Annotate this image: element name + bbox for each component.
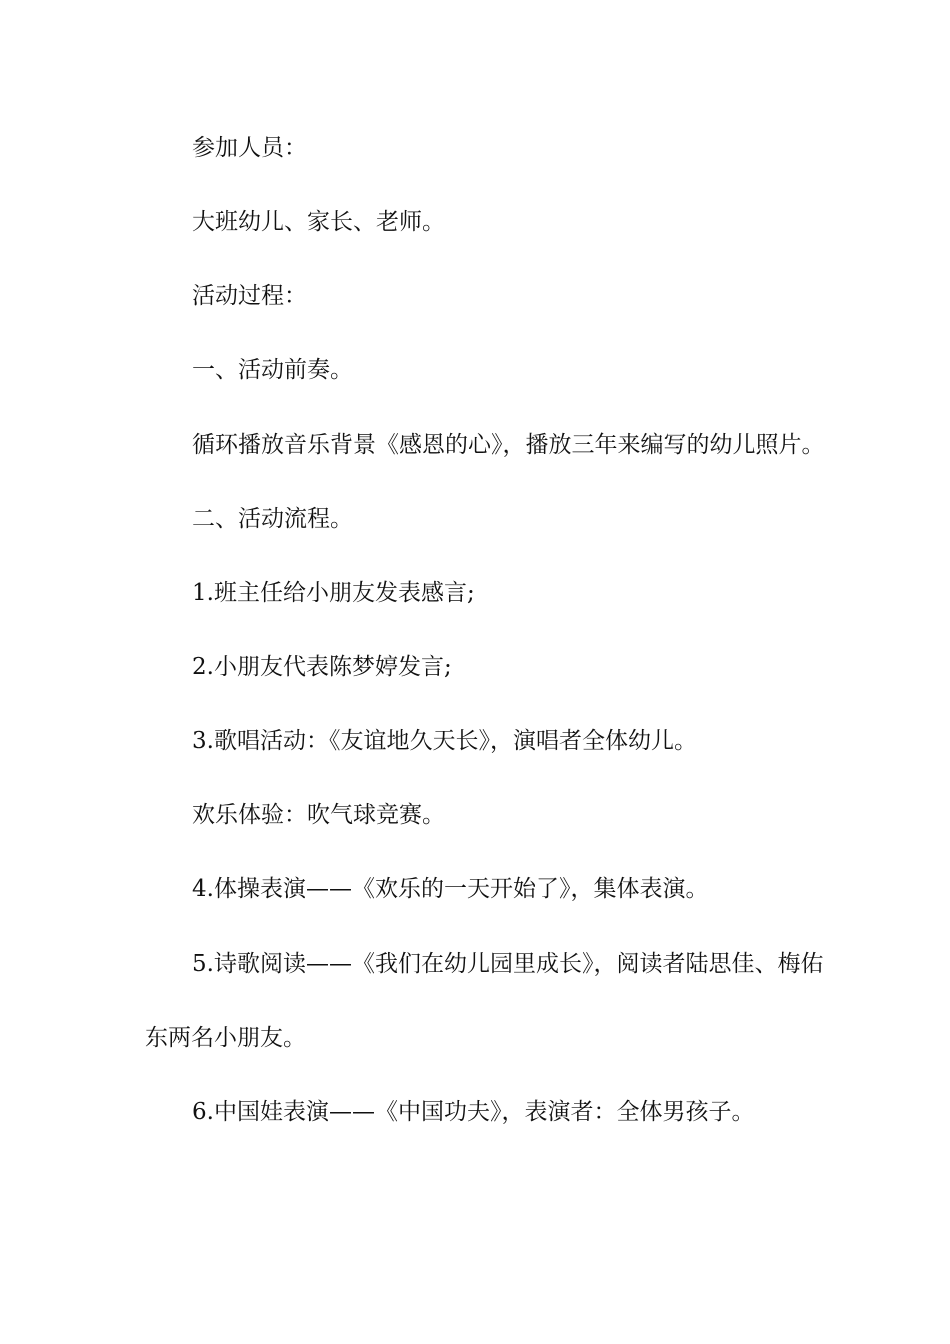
paragraph-section-one: 一、活动前奏。 (192, 357, 353, 383)
paragraph-item-2: 2.小朋友代表陈梦婷发言; (192, 654, 452, 680)
paragraph-item-6: 6.中国娃表演——《中国功夫》，表演者：全体男孩子。 (192, 1099, 755, 1125)
paragraph-item-4: 4.体操表演——《欢乐的一天开始了》，集体表演。 (192, 876, 709, 902)
paragraph-process-heading: 活动过程： (192, 283, 307, 309)
paragraph-item-5: 5.诗歌阅读——《我们在幼儿园里成长》，阅读者陆思佳、梅佑东两名小朋友。 (145, 951, 824, 1051)
paragraph-participants: 大班幼儿、家长、老师。 (192, 209, 445, 235)
paragraph-participants-heading: 参加人员： (192, 135, 307, 161)
paragraph-balloon: 欢乐体验：吹气球竞赛。 (192, 802, 445, 828)
paragraph-item-3: 3.歌唱活动：《友谊地久天长》，演唱者全体幼儿。 (192, 728, 697, 754)
paragraph-section-two: 二、活动流程。 (192, 506, 353, 532)
paragraph-item-1: 1.班主任给小朋友发表感言; (192, 580, 475, 606)
paragraph-music-photos: 循环播放音乐背景《感恩的心》，播放三年来编写的幼儿照片。 (192, 432, 825, 458)
document-body (145, 130, 825, 1168)
